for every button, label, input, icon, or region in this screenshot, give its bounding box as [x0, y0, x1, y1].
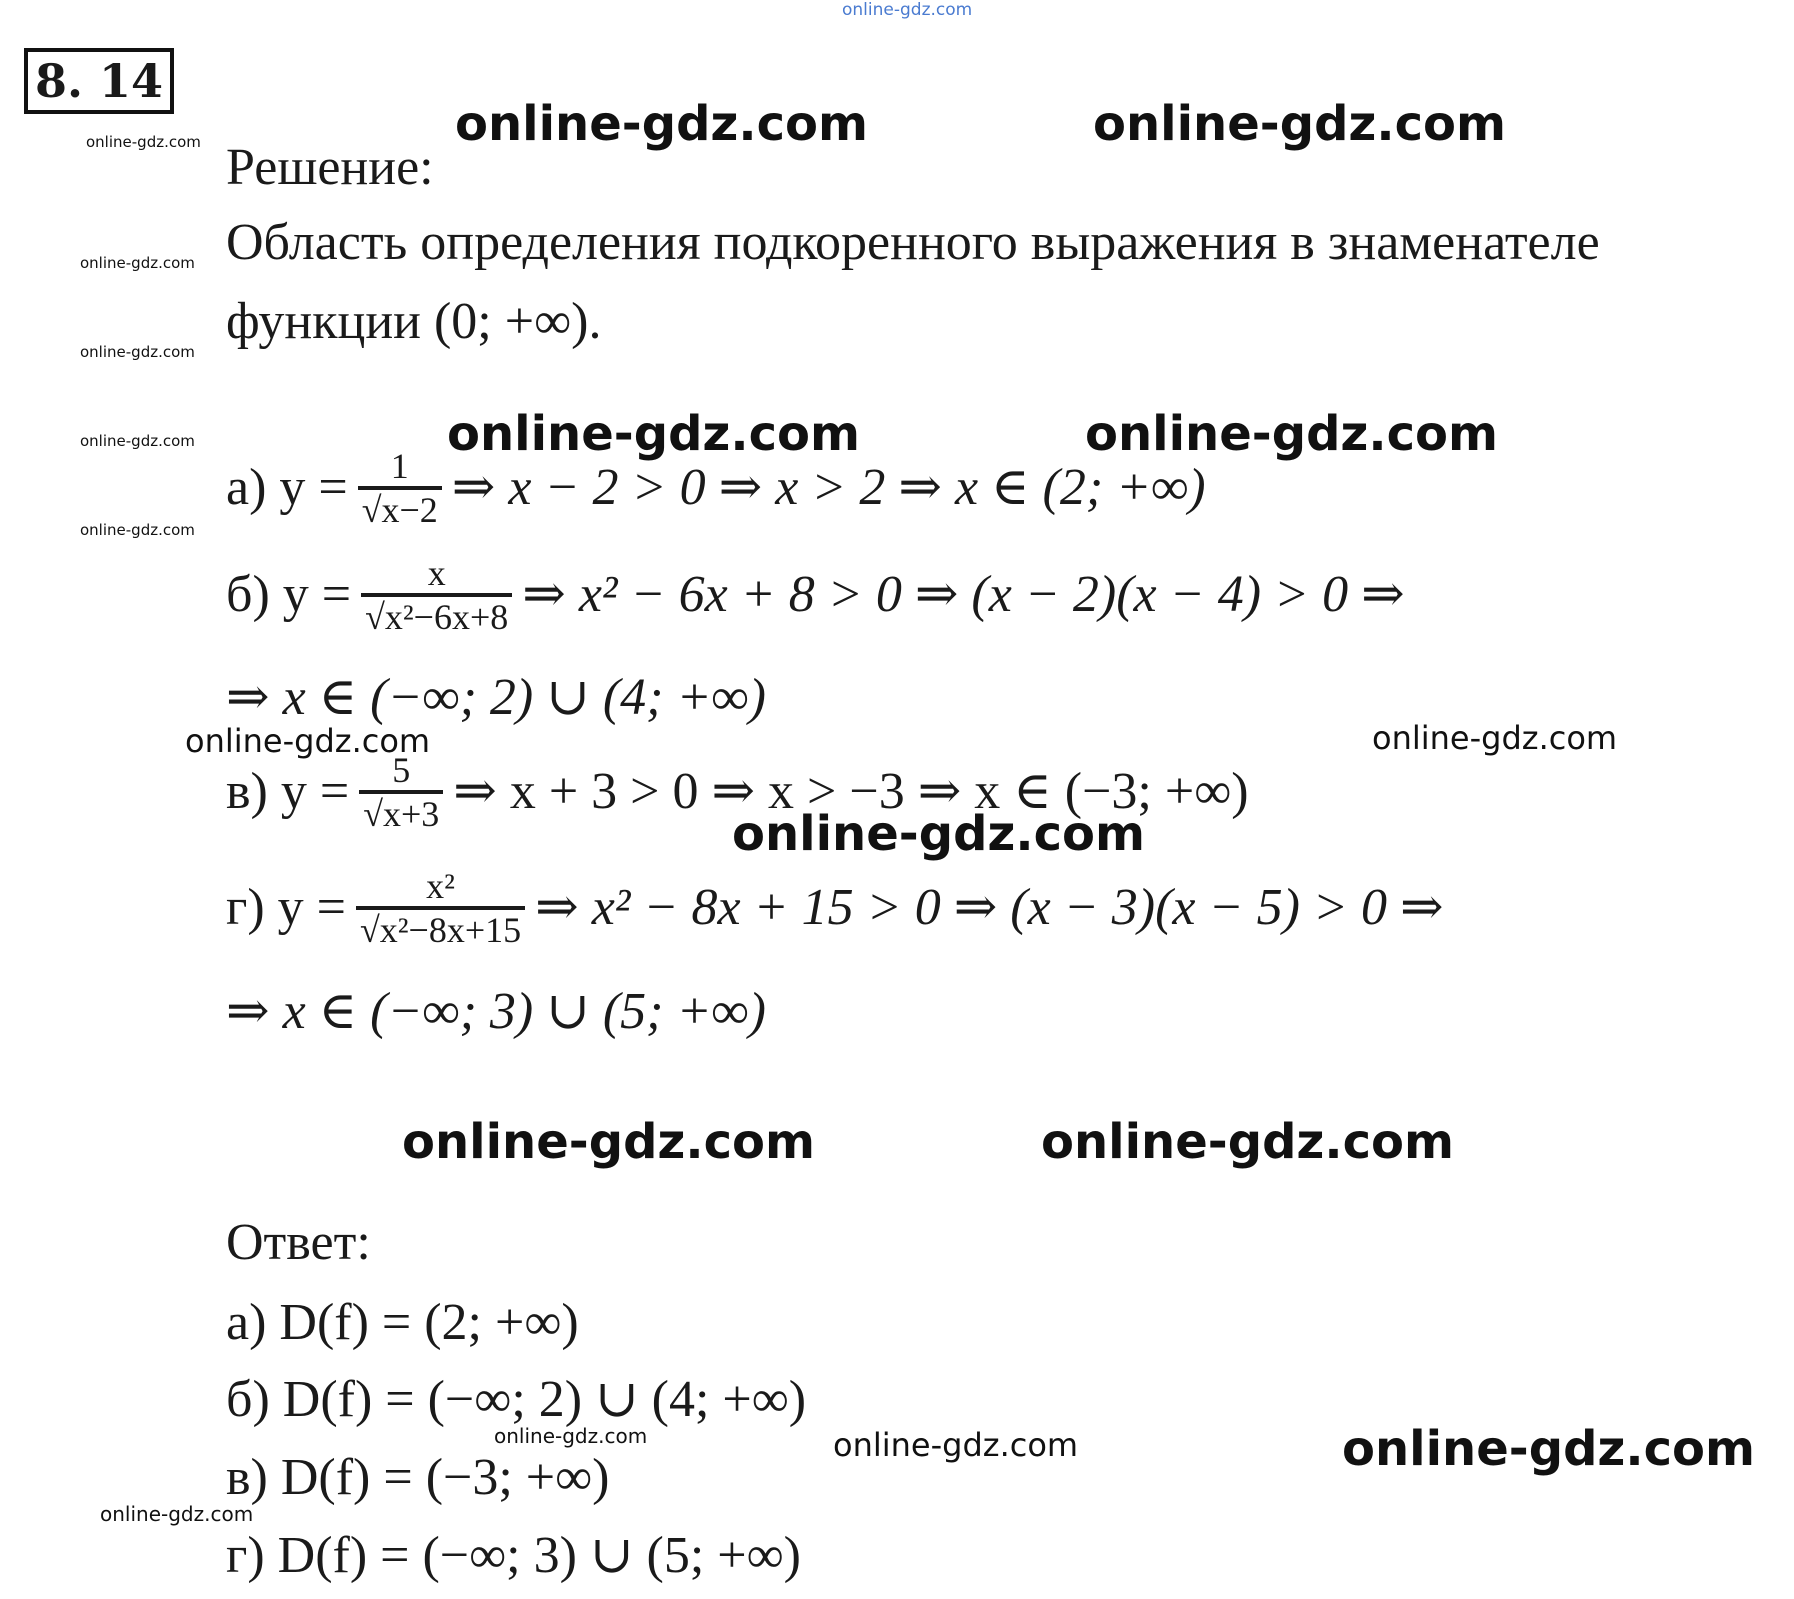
answer-b: б) D(f) = (−∞; 2) ∪ (4; +∞)	[226, 1371, 807, 1428]
watermark: online-gdz.com	[80, 432, 195, 450]
watermark: online-gdz.com	[1041, 1114, 1455, 1170]
watermark: online-gdz.com	[1085, 406, 1499, 462]
item-a-rest: ⇒ x − 2 > 0 ⇒ x > 2 ⇒ x ∈ (2; +∞)	[451, 459, 1206, 516]
watermark: online-gdz.com	[80, 254, 195, 272]
answer-a: а) D(f) = (2; +∞)	[226, 1294, 579, 1351]
watermark: online-gdz.com	[80, 343, 195, 361]
item-g-prefix: г) y =	[226, 879, 346, 936]
item-a-prefix: а) y =	[226, 459, 348, 516]
solution-heading: Решение:	[226, 139, 434, 196]
item-b-numerator: x	[427, 553, 446, 593]
intro-line-2: функции (0; +∞).	[226, 293, 602, 350]
item-b-fraction	[361, 555, 512, 635]
watermark: online-gdz.com	[1342, 1421, 1756, 1477]
watermark: online-gdz.com	[494, 1424, 648, 1448]
item-g-denominator: √x²−8x+15	[356, 906, 525, 948]
intro-line-1: Область определения подкоренного выражения в знаменателе	[226, 214, 1600, 271]
item-g-fraction	[356, 868, 525, 948]
item-g-numerator: x²	[426, 866, 455, 906]
item-v-rest: ⇒ x + 3 > 0 ⇒ x > −3 ⇒ x ∈ (−3; +∞)	[453, 763, 1249, 820]
watermark: online-gdz.com	[80, 521, 195, 539]
item-v-fraction	[359, 752, 443, 832]
watermark-top: online-gdz.com	[842, 0, 973, 20]
watermark: online-gdz.com	[1372, 719, 1618, 757]
item-b-continuation: ⇒ x ∈ (−∞; 2) ∪ (4; +∞)	[226, 669, 766, 726]
item-g	[226, 868, 1444, 948]
answer-heading: Ответ:	[226, 1214, 371, 1271]
item-v-prefix: в) y =	[226, 763, 350, 820]
watermark: online-gdz.com	[447, 406, 861, 462]
watermark: online-gdz.com	[455, 96, 869, 152]
watermark: online-gdz.com	[833, 1426, 1079, 1464]
item-v-numerator: 5	[392, 750, 411, 790]
watermark: online-gdz.com	[86, 133, 201, 151]
item-b-prefix: б) y =	[226, 566, 352, 623]
item-a-numerator: 1	[390, 446, 409, 486]
item-g-continuation: ⇒ x ∈ (−∞; 3) ∪ (5; +∞)	[226, 983, 766, 1040]
item-a-fraction	[358, 448, 442, 528]
item-a-denominator: √x−2	[358, 486, 442, 528]
watermark: online-gdz.com	[1093, 96, 1507, 152]
watermark: online-gdz.com	[185, 722, 431, 760]
watermark: online-gdz.com	[732, 806, 1146, 862]
problem-number: 8. 14	[24, 48, 174, 114]
answer-v: в) D(f) = (−3; +∞)	[226, 1449, 610, 1506]
item-b-rest: ⇒ x² − 6x + 8 > 0 ⇒ (x − 2)(x − 4) > 0 ⇒	[522, 566, 1405, 623]
item-v-denominator: √x+3	[359, 790, 443, 832]
answer-g: г) D(f) = (−∞; 3) ∪ (5; +∞)	[226, 1527, 801, 1584]
watermark: online-gdz.com	[100, 1502, 254, 1526]
item-b-denominator: √x²−6x+8	[361, 593, 512, 635]
watermark: online-gdz.com	[402, 1114, 816, 1170]
item-g-rest: ⇒ x² − 8x + 15 > 0 ⇒ (x − 3)(x − 5) > 0 ⇒	[535, 879, 1444, 936]
item-b	[226, 555, 1405, 635]
